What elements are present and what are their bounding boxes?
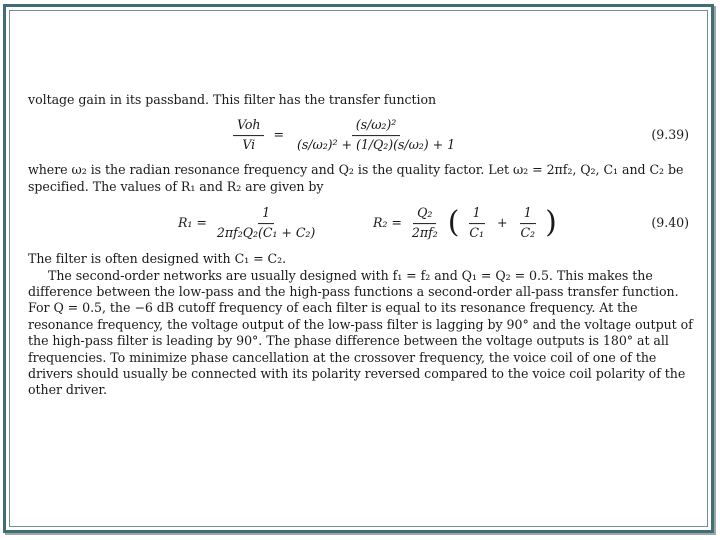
eq40-r2-den: 2πf₂ <box>411 224 438 240</box>
eq40-term2: $\frac{1}{\text{C₂}}$ <box>520 205 536 240</box>
eq39-number: (9.39) <box>651 127 689 143</box>
equation-9-40 <box>28 195 693 251</box>
eq40-r2-num: Q₂ <box>413 205 436 223</box>
where-text: where ω₂ is the radian resonance frequency and Q₂ is the quality factor. Let ω₂ = 2πf₂, Q₂, C₁ and C₂ be specified. The values of R₁ and R₂ are given by <box>28 162 684 194</box>
equation-9-39 <box>28 108 693 162</box>
eq39-rhs-num: (s/ω₂)² <box>352 118 401 136</box>
eq40-term1: $\frac{1}{\text{C₁}}$ <box>469 205 484 240</box>
eq40-r1-lhs: R₁ = <box>178 215 207 231</box>
eq40-left-paren: ( <box>447 205 460 241</box>
eq40-r1-den: 2πf₂Q₂(C₁ + C₂) <box>216 224 316 240</box>
eq40-right-paren: ) <box>545 205 557 241</box>
often-text: The filter is often designed with C₁ = C₂. <box>28 251 287 267</box>
eq40-r1-num: 1 <box>258 205 274 223</box>
eq39-lhs-den: Vi <box>242 136 256 152</box>
eq40-number: (9.40) <box>651 215 689 231</box>
eq40-r2-lhs: R₂ = <box>373 215 402 231</box>
eq40-r1-frac <box>213 205 319 241</box>
intro-text: voltage gain in its passband. This filter has the transfer function <box>28 92 437 107</box>
scanned-page <box>28 92 693 399</box>
eq39-rhs-den: (s/ω₂)² + (1/Q₂)(s/ω₂) + 1 <box>297 136 456 152</box>
eq39-equals: = <box>273 127 284 143</box>
second-order-text: The second-order networks are usually designed with f₁ = f₂ and Q₁ = Q₂ = 0.5. This makes the difference between the low-pass and the high-pass functions a second-order all-pass transfer function. For Q = 0.5, the −6 dB cutoff frequency of each filter is equal to its resonance frequency. At the resonance frequency, the voltage output of the low-pass filter is lagging by 90° and the voltage output of the high-pass filter is leading by 90°. The phase difference between the voltage outputs is 180° at all frequencies. To minimize phase cancellation at the crossover frequency, the voice coil of one of the drivers should usually be connected with its polarity reversed compared to the voice coil polarity of the other driver. <box>28 267 693 398</box>
eq39-lhs <box>233 118 264 154</box>
eq40-r2-frac <box>408 205 442 241</box>
eq39-rhs <box>293 118 459 154</box>
eq40-plus: + <box>496 215 508 231</box>
eq39-lhs-num: Voh <box>233 118 264 136</box>
